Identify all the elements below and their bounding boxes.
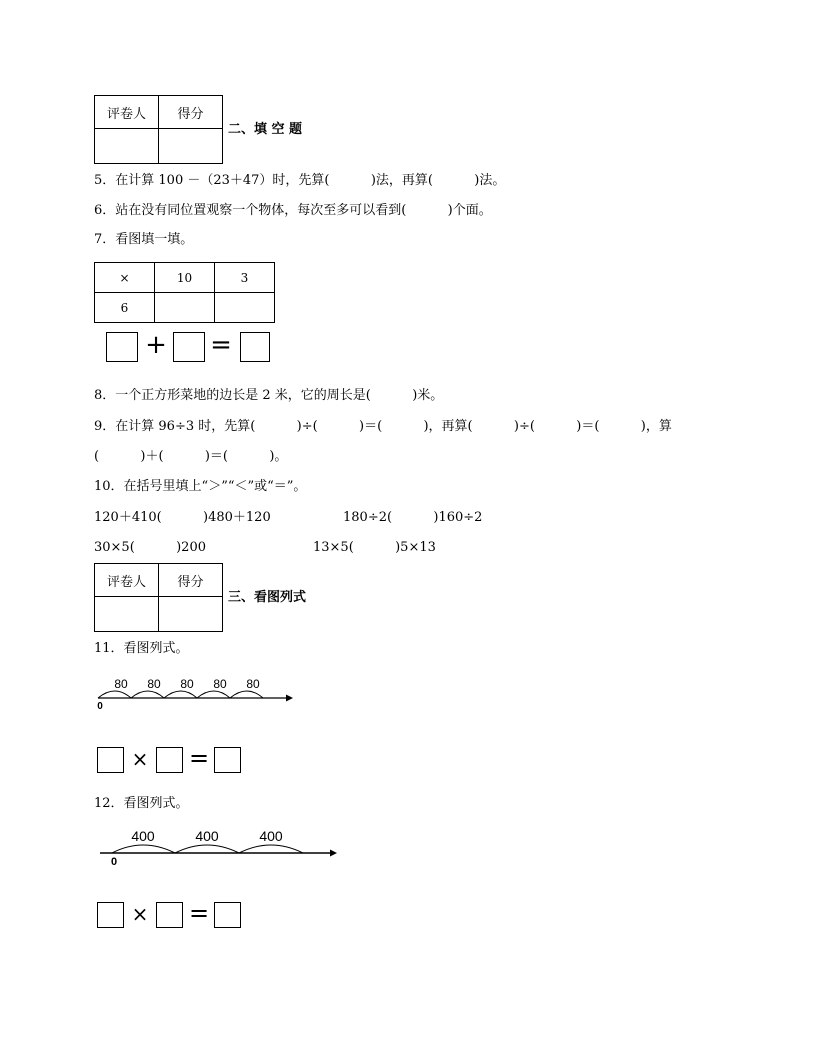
segment-label: 400 [131, 828, 155, 844]
table-header-cell: × [95, 263, 155, 293]
answer-box[interactable] [156, 747, 183, 773]
segment-label: 80 [114, 677, 128, 691]
segment-label: 400 [195, 828, 219, 844]
plus-sign: + [145, 330, 167, 360]
table-header-cell: 10 [155, 263, 215, 293]
question-10: 10．在括号里填上“＞”“＜”或“＝”。 [94, 479, 307, 494]
score-cell[interactable] [159, 597, 223, 632]
section-title: 二、填 空 题 [228, 122, 303, 137]
segment-label: 80 [246, 677, 260, 691]
segment-label: 80 [180, 677, 194, 691]
multiply-sign: × [131, 902, 149, 926]
question-9-line-2: ( )＋( )＝( )。 [94, 449, 288, 464]
equals-sign: = [210, 330, 232, 360]
comparison-item: 13×5( )5×13 [313, 540, 436, 555]
number-line [96, 824, 346, 870]
answer-box[interactable] [240, 332, 270, 362]
table-row-header: 6 [95, 293, 155, 323]
question-6: 6．站在没有同位置观察一个物体，每次至多可以看到( )个面。 [94, 203, 492, 218]
multiply-sign: × [131, 747, 149, 771]
score-table [94, 95, 223, 164]
score-cell[interactable] [159, 129, 223, 164]
comparison-item: 120＋410( )480＋120 [94, 510, 271, 525]
question-8: 8．一个正方形菜地的边长是 2 米，它的周长是( )米。 [94, 388, 444, 403]
table-header-cell: 3 [215, 263, 275, 293]
number-line [90, 672, 300, 712]
segment-label: 80 [147, 677, 161, 691]
question-12: 12．看图列式。 [94, 796, 189, 811]
comparison-item: 30×5( )200 [94, 540, 206, 555]
reviewer-header: 评卷人 [95, 96, 159, 129]
question-5: 5．在计算 100 －（23＋47）时，先算( )法，再算( )法。 [94, 173, 506, 188]
answer-box[interactable] [156, 902, 183, 928]
origin-label: 0 [97, 701, 103, 712]
score-table [94, 563, 223, 632]
answer-box[interactable] [106, 332, 138, 362]
comparison-item: 180÷2( )160÷2 [343, 510, 483, 525]
answer-box[interactable] [214, 747, 241, 773]
answer-box[interactable] [97, 902, 124, 928]
equals-sign: = [188, 899, 210, 927]
equals-sign: = [188, 744, 210, 772]
question-11: 11．看图列式。 [94, 641, 189, 656]
multiplication-table [94, 262, 275, 323]
score-header: 得分 [159, 564, 223, 597]
origin-label: 0 [110, 856, 118, 868]
answer-box[interactable] [214, 902, 241, 928]
reviewer-cell[interactable] [95, 129, 159, 164]
question-9-line-1: 9．在计算 96÷3 时，先算( )÷( )＝( )，再算( )÷( )＝( )，算 [94, 419, 672, 434]
question-7: 7．看图填一填。 [94, 232, 194, 247]
table-answer-cell[interactable] [215, 293, 275, 323]
table-answer-cell[interactable] [155, 293, 215, 323]
segment-label: 400 [259, 828, 283, 844]
reviewer-header: 评卷人 [95, 564, 159, 597]
answer-box[interactable] [173, 332, 205, 362]
segment-label: 80 [213, 677, 227, 691]
section-title: 三、看图列式 [228, 590, 307, 605]
score-header: 得分 [159, 96, 223, 129]
reviewer-cell[interactable] [95, 597, 159, 632]
answer-box[interactable] [97, 747, 124, 773]
